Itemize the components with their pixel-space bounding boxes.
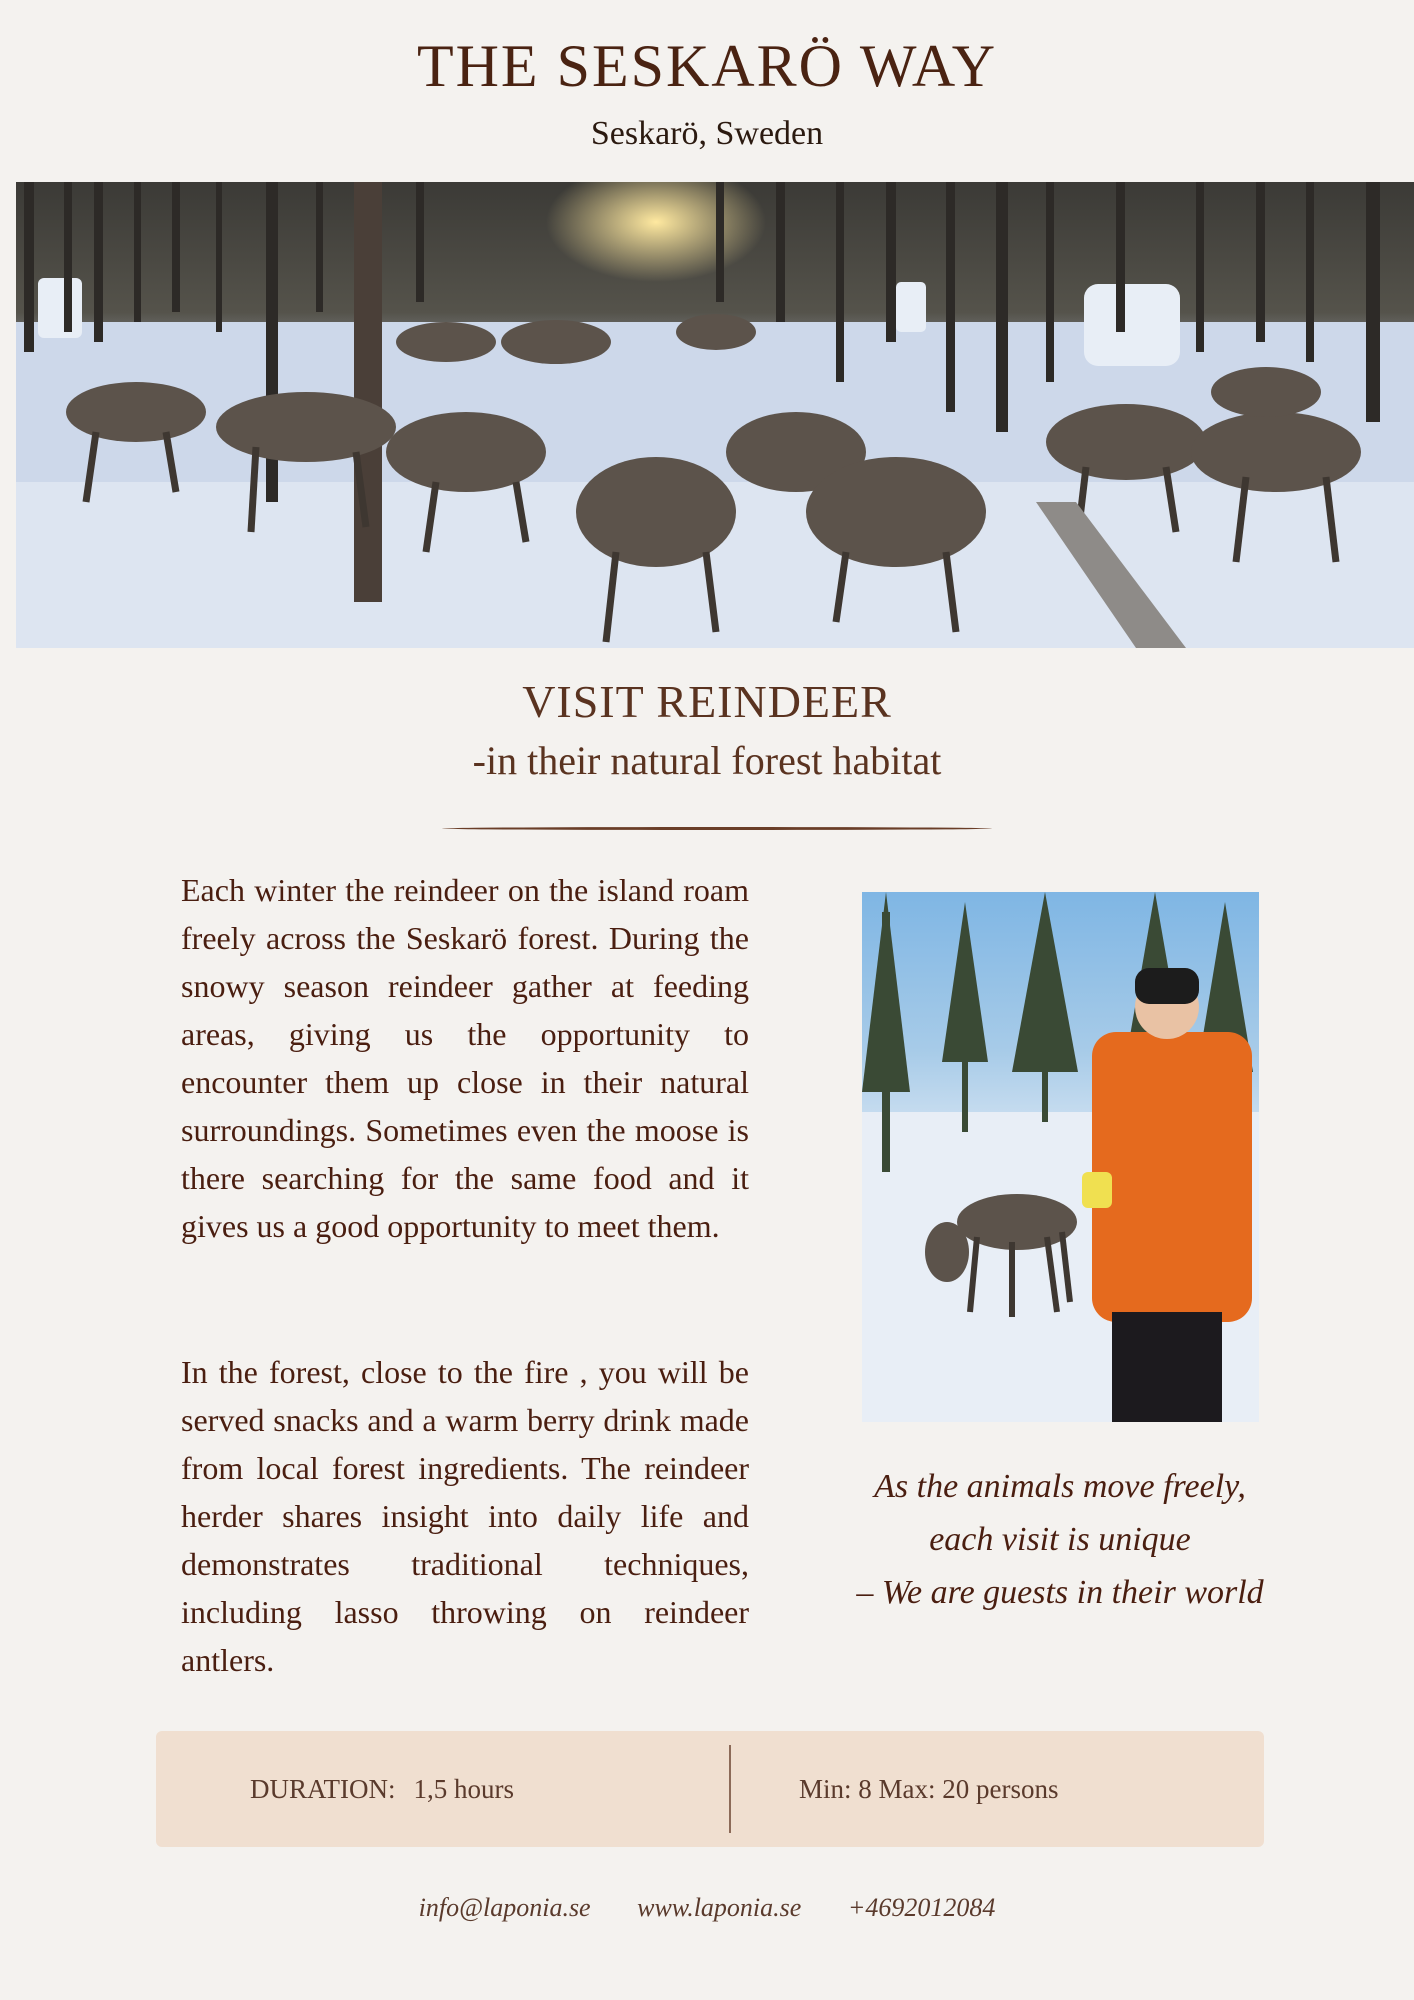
info-bar: [156, 1731, 1264, 1847]
quote-line-1: As the animals move freely,: [874, 1468, 1246, 1505]
section-divider: [442, 827, 992, 830]
section-subtitle: -in their natural forest habitat: [472, 738, 942, 783]
hero-reindeer-image: [16, 182, 1414, 648]
location-subtitle: Seskarö, Sweden: [590, 115, 824, 152]
contact-footer: [0, 1890, 1414, 1926]
email-link[interactable]: info@laponia.se: [418, 1893, 591, 1922]
capacity-info: Min: 8 Max: 20 persons: [799, 1774, 1059, 1804]
website-link[interactable]: www.laponia.se: [637, 1893, 802, 1922]
intro-paragraph: Each winter the reindeer on the island roam freely across the Seskarö forest. During the snowy season reindeer gather at feeding areas, giving us the opportunity to encounter them up close in their natural surroundings. Sometimes even the moose is there searching for the same food and it gives us a good opportunity to meet them.: [181, 872, 749, 1244]
page-title: THE SESKARÖ WAY: [416, 33, 998, 99]
herder-photo: [862, 892, 1259, 1422]
phone-number[interactable]: +4692012084: [847, 1893, 996, 1922]
quote-line-3: – We are guests in their world: [856, 1574, 1264, 1611]
page-header: [0, 28, 1414, 156]
section-title: VISIT REINDEER: [522, 676, 892, 727]
quote-line-2: each visit is unique: [929, 1521, 1191, 1558]
duration-label: DURATION:: [250, 1774, 396, 1804]
duration-value: 1,5 hours: [413, 1774, 514, 1804]
experience-paragraph: In the forest, close to the fire , you will be served snacks and a warm berry drink made from local forest ingredients. The reindeer herder shares insight into daily life and demonstrates traditional techniques, including lasso throwing on reindeer antlers.: [181, 1354, 749, 1678]
info-divider: [729, 1745, 731, 1833]
quote: [840, 1460, 1280, 1619]
duration-info: [250, 1731, 514, 1847]
